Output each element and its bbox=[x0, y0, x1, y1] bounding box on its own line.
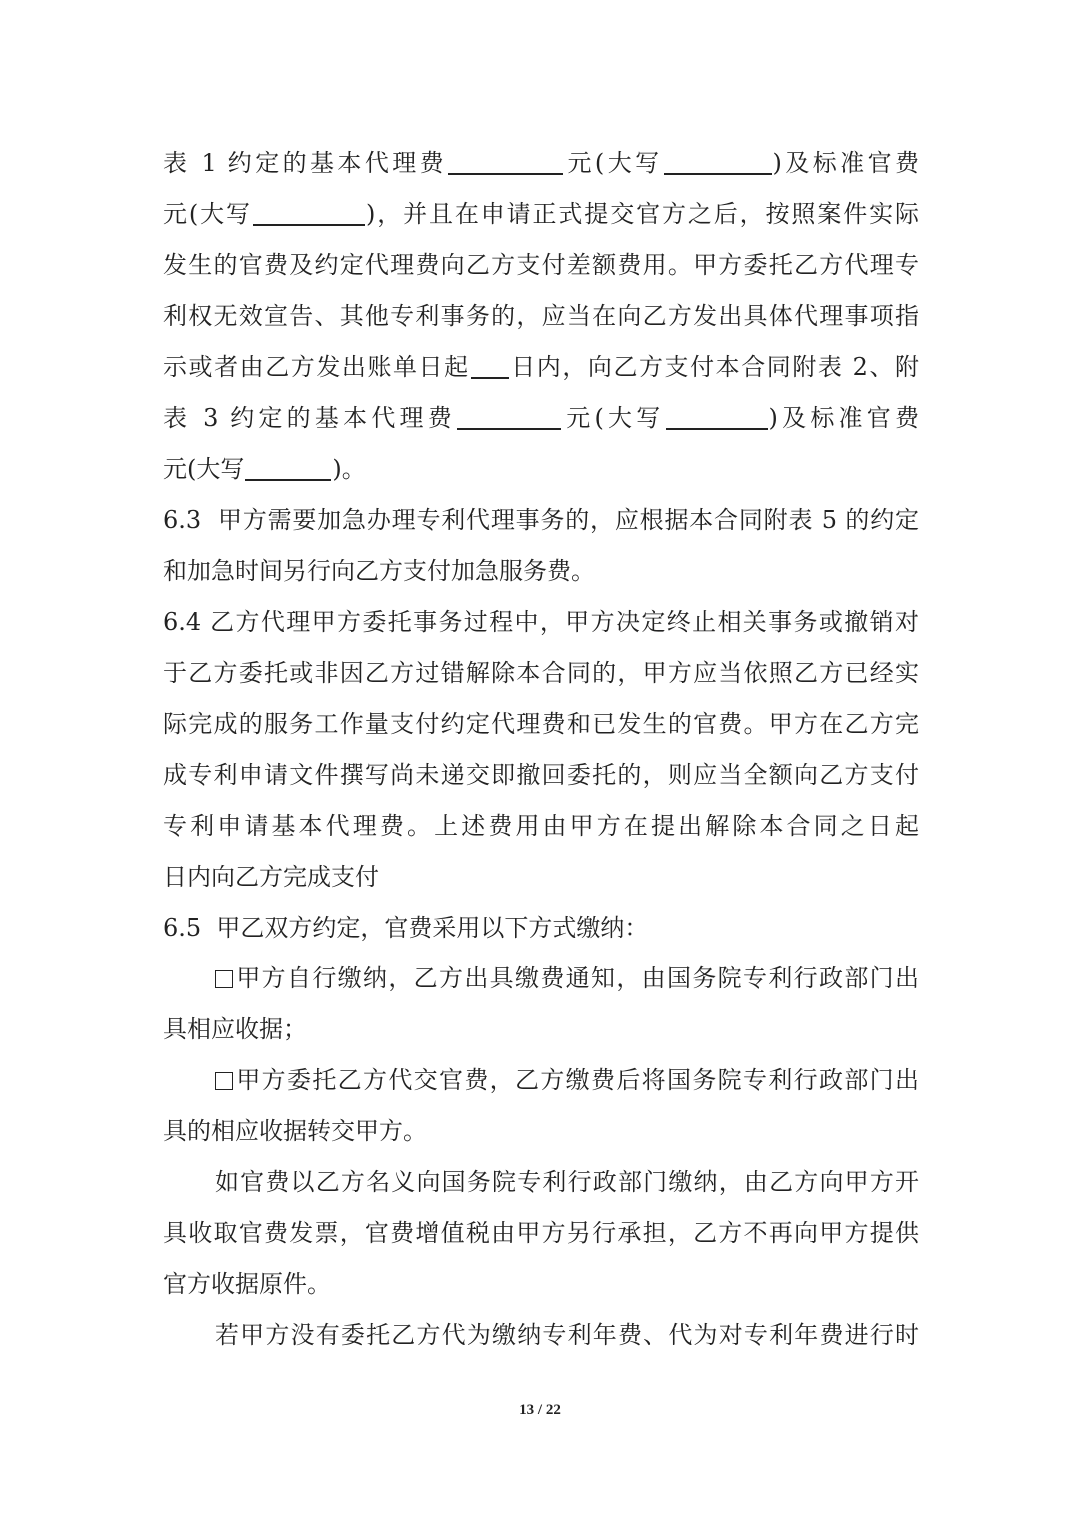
fill-blank bbox=[666, 404, 768, 430]
checkbox-icon bbox=[215, 970, 233, 988]
text-segment: )及标准官费 bbox=[772, 149, 919, 177]
fill-blank bbox=[253, 200, 365, 226]
text-line: 际完成的服务工作量支付约定代理费和已发生的官费。甲方在乙方完 bbox=[163, 710, 919, 738]
text-segment: 日内，向乙方支付本合同附表 2、附 bbox=[509, 353, 920, 381]
text-segment: 元(大写 bbox=[562, 404, 665, 432]
text-line bbox=[163, 196, 919, 232]
text-segment: 元(大写 bbox=[163, 200, 252, 228]
text-line bbox=[163, 451, 919, 487]
text-line: 具收取官费发票，官费增值税由甲方另行承担，乙方不再向甲方提供 bbox=[163, 1219, 919, 1247]
page-number: 13 / 22 bbox=[519, 1402, 561, 1418]
text-line: 若甲方没有委托乙方代为缴纳专利年费、代为对专利年费进行时 bbox=[215, 1321, 919, 1349]
text-line: 和加急时间另行向乙方支付加急服务费。 bbox=[163, 557, 595, 585]
text-line bbox=[163, 145, 919, 181]
text-line: 专利申请基本代理费。上述费用由甲方在提出解除本合同之日起 bbox=[163, 812, 919, 840]
text-line: 6.3 甲方需要加急办理专利代理事务的，应根据本合同附表 5 的约定 bbox=[163, 506, 919, 534]
text-line: 利权无效宣告、其他专利事务的，应当在向乙方发出具体代理事项指 bbox=[163, 302, 919, 330]
text-segment: 示或者由乙方发出账单日起 bbox=[163, 353, 470, 381]
text-segment: 甲方自行缴纳，乙方出具缴费通知，由国务院专利行政部门出 bbox=[235, 964, 919, 992]
text-line: 于乙方委托或非因乙方过错解除本合同的，甲方应当依照乙方已经实 bbox=[163, 659, 919, 687]
text-line: 日内向乙方完成支付 bbox=[163, 863, 379, 891]
text-segment: 元(大写 bbox=[163, 455, 245, 483]
text-segment: )。 bbox=[332, 455, 366, 483]
text-segment: 元(大写 bbox=[564, 149, 663, 177]
text-segment: )，并且在申请正式提交官方之后，按照案件实际 bbox=[365, 200, 919, 228]
text-line bbox=[215, 960, 919, 996]
text-line: 成专利申请文件撰写尚未递交即撤回委托的，则应当全额向乙方支付 bbox=[163, 761, 919, 789]
text-line bbox=[163, 349, 919, 385]
text-line: 如官费以乙方名义向国务院专利行政部门缴纳，由乙方向甲方开 bbox=[215, 1168, 919, 1196]
fill-blank bbox=[457, 404, 561, 430]
text-line: 官方收据原件。 bbox=[163, 1270, 331, 1298]
checkbox-icon bbox=[215, 1072, 233, 1090]
text-segment: 甲方委托乙方代交官费，乙方缴费后将国务院专利行政部门出 bbox=[235, 1066, 919, 1094]
text-line bbox=[215, 1062, 919, 1098]
text-line: 6.4 乙方代理甲方委托事务过程中，甲方决定终止相关事务或撤销对 bbox=[163, 608, 919, 636]
text-line bbox=[163, 400, 919, 436]
fill-blank bbox=[664, 149, 772, 175]
text-segment: 表 1 约定的基本代理费 bbox=[163, 149, 448, 177]
text-segment: 表 3 约定的基本代理费 bbox=[163, 404, 456, 432]
text-line: 6.5 甲乙双方约定，官费采用以下方式缴纳： bbox=[163, 914, 649, 942]
text-line: 发生的官费及约定代理费向乙方支付差额费用。甲方委托乙方代理专 bbox=[163, 251, 919, 279]
fill-blank bbox=[448, 149, 563, 175]
text-line: 具相应收据； bbox=[163, 1015, 307, 1043]
fill-blank bbox=[471, 353, 509, 379]
text-segment: )及标准官费 bbox=[768, 404, 919, 432]
fill-blank bbox=[245, 455, 331, 481]
text-line: 具的相应收据转交甲方。 bbox=[163, 1117, 427, 1145]
